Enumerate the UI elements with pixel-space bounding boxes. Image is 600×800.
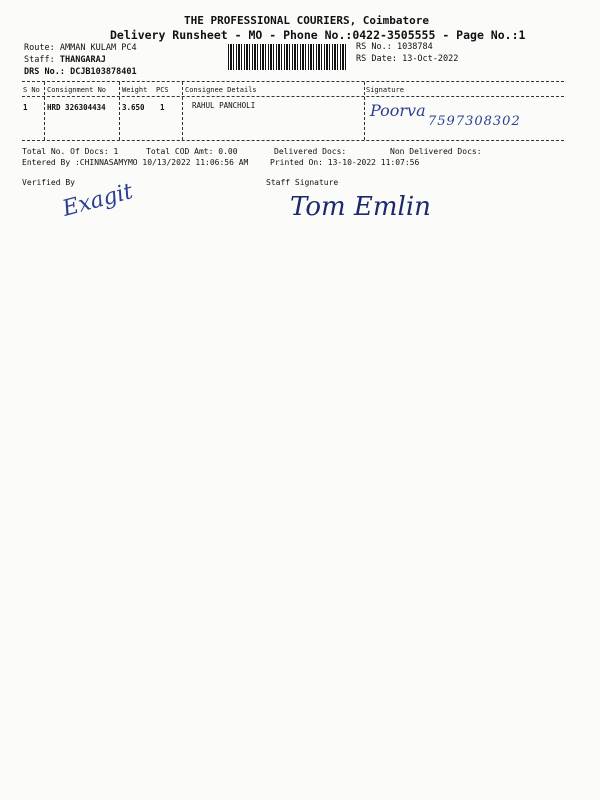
route-label: Route:	[24, 43, 55, 53]
verified-by-label: Verified By	[22, 178, 75, 187]
row-sno: 1	[23, 103, 28, 112]
delivered-docs: Delivered Docs:	[274, 147, 347, 156]
col-sno: S No	[23, 86, 40, 94]
row-weight: 3.650	[122, 103, 145, 112]
total-cod: Total COD Amt: 0.00	[146, 147, 238, 156]
rs-no-value: 1038784	[396, 42, 433, 52]
col-consignee: Consignee Details	[185, 86, 257, 94]
row-pcs: 1	[160, 103, 165, 112]
route-value: AMMAN KULAM PC4	[59, 43, 137, 53]
row-consignee: RAHUL PANCHOLI	[192, 101, 256, 110]
table-bottom-rule	[22, 140, 564, 141]
drs-line	[24, 67, 137, 77]
rs-no-label: RS No.:	[356, 42, 392, 52]
col-divider	[119, 82, 120, 140]
col-weight: Weight	[122, 86, 148, 94]
staff-signature: Tom Emlin	[290, 192, 431, 222]
staff-label: Staff:	[24, 55, 55, 65]
verified-signature: Exagit	[59, 179, 136, 222]
barcode	[228, 44, 348, 70]
row-signature-phone: 7597308302	[428, 114, 521, 129]
rs-date-line	[356, 54, 458, 64]
row-consignment: HRD 326304434	[47, 103, 106, 112]
entered-by: Entered By :CHINNASAMYMO 10/13/2022 11:06:56 AM	[22, 158, 249, 167]
route-line	[24, 43, 137, 53]
staff-line	[24, 55, 106, 65]
printed-on: Printed On: 13-10-2022 11:07:56	[270, 158, 420, 167]
company-title: THE PROFESSIONAL COURIERS, Coimbatore	[184, 14, 430, 27]
total-docs: Total No. Of Docs: 1	[22, 147, 119, 156]
rs-date-value: 13-Oct-2022	[402, 54, 459, 64]
col-divider	[44, 82, 45, 140]
rs-no-line	[356, 42, 433, 52]
non-delivered-docs: Non Delivered Docs:	[390, 147, 482, 156]
staff-signature-label: Staff Signature	[266, 178, 339, 187]
col-pcs: PCS	[156, 86, 169, 94]
col-consignment: Consignment No	[47, 86, 107, 94]
row-signature-name: Poorva	[370, 101, 426, 120]
runsheet-subtitle: Delivery Runsheet - MO - Phone No.:0422-3505555 - Page No.:1	[110, 28, 526, 42]
table-header-rule	[22, 96, 564, 97]
staff-value: THANGARAJ	[59, 55, 106, 65]
drs-value: DCJB103878401	[70, 67, 137, 77]
col-divider	[182, 82, 183, 140]
col-signature: Signature	[366, 86, 404, 94]
drs-label: DRS No.:	[24, 67, 65, 77]
table-top-rule	[22, 81, 564, 82]
rs-date-label: RS Date:	[356, 54, 397, 64]
col-divider	[364, 82, 365, 140]
